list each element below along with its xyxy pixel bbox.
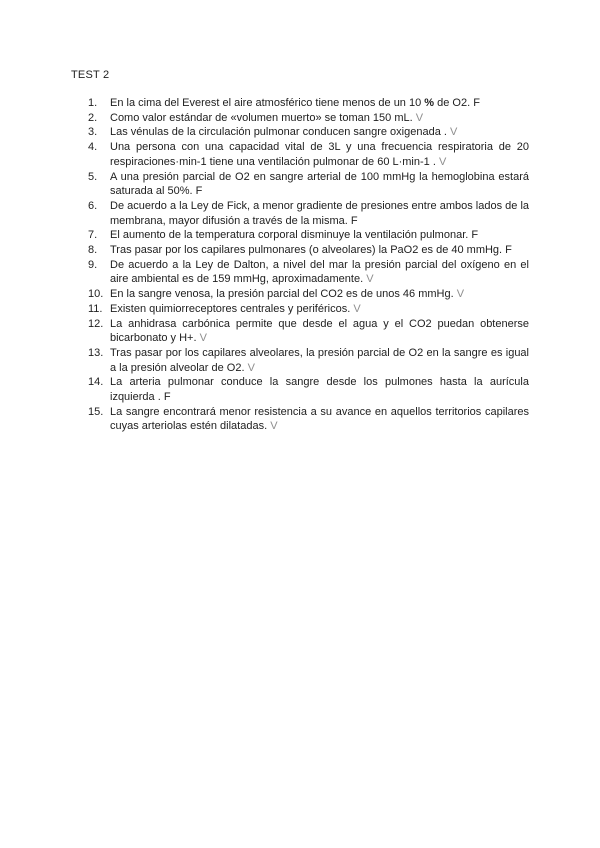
test-item xyxy=(88,317,529,346)
item-answer: V xyxy=(366,273,374,286)
item-answer: V xyxy=(270,420,278,433)
item-number: 13. xyxy=(88,346,104,359)
item-answer: F xyxy=(350,214,358,227)
test-items xyxy=(88,96,529,434)
test-item xyxy=(88,302,529,317)
item-text: La sangre encontrará menor resistencia a su avance en aquellos territorios capilares cuyas arteriolas estén dilatadas. V xyxy=(110,405,529,433)
item-answer: V xyxy=(247,361,255,374)
item-answer: F xyxy=(195,185,203,198)
item-number: 3. xyxy=(88,126,98,139)
item-number: 11. xyxy=(88,302,103,315)
item-text: Como valor estándar de «volumen muerto» se toman 150 mL. V xyxy=(110,111,424,124)
item-text: En la cima del Everest el aire atmosférico tiene menos de un 10 % de O2. F xyxy=(110,97,480,109)
item-number: 1. xyxy=(88,97,98,109)
item-answer: V xyxy=(438,155,447,168)
item-text: En la sangre venosa, la presión parcial del CO2 es de unos 46 mmHg. V xyxy=(110,288,465,301)
test-item xyxy=(88,96,529,111)
item-text: Tras pasar por los capilares pulmonares (o alveolares) la PaO2 es de 40 mmHg. F xyxy=(110,244,512,257)
item-number: 8. xyxy=(88,244,98,257)
item-text: Las vénulas de la circulación pulmonar conducen sangre oxigenada . V xyxy=(110,126,458,139)
item-answer: F xyxy=(505,244,512,257)
item-number: 12. xyxy=(88,317,104,330)
item-text: La anhidrasa carbónica permite que desde el agua y el CO2 puedan obtenerse bicarbonato y H+. V xyxy=(110,317,529,345)
item-number: 15. xyxy=(88,405,104,418)
item-number: 9. xyxy=(88,258,98,271)
item-text: Una persona con una capacidad vital de 3L y una frecuencia respiratoria de 20 respiraciones·min-1 tiene una ventilación pulmonar de 60 L·min-1 . V xyxy=(110,141,529,168)
item-answer: F xyxy=(471,229,479,242)
item-answer: V xyxy=(199,332,207,345)
test-item xyxy=(88,346,529,375)
item-text: Tras pasar por los capilares alveolares, la presión parcial de O2 en la sangre es igual a la presión alveolar de O2. V xyxy=(110,346,529,374)
item-number: 2. xyxy=(88,111,98,124)
item-text: La arteria pulmonar conduce la sangre desde los pulmones hasta la aurícula izquierda . F xyxy=(110,376,529,404)
test-item xyxy=(88,228,529,243)
item-number: 5. xyxy=(88,170,98,183)
item-answer: V xyxy=(415,111,424,124)
item-text: El aumento de la temperatura corporal disminuye la ventilación pulmonar. F xyxy=(110,229,479,242)
item-number: 14. xyxy=(88,376,104,389)
item-text: De acuerdo a la Ley de Dalton, a nivel del mar la presión parcial del oxígeno en el aire ambiental es de 159 mmHg, aproximadamente. V xyxy=(110,258,529,286)
item-text: De acuerdo a la Ley de Fick, a menor gradiente de presiones entre ambos lados de la membrana, mayor difusión a través de la misma. F xyxy=(110,199,529,227)
item-answer: F xyxy=(163,391,171,404)
page-title: TEST 2 xyxy=(71,69,110,81)
test-item xyxy=(88,111,529,126)
test-item xyxy=(88,170,529,199)
item-text: A una presión parcial de O2 en sangre arterial de 100 mmHg la hemoglobina estará saturada al 50%. F xyxy=(110,170,529,198)
item-text: Existen quimiorreceptores centrales y periféricos. V xyxy=(110,302,361,315)
test-item xyxy=(88,405,529,434)
item-answer: V xyxy=(353,302,361,315)
item-answer: V xyxy=(450,126,458,139)
item-number: 10. xyxy=(88,288,104,301)
item-number: 4. xyxy=(88,141,98,154)
test-item xyxy=(88,258,529,287)
item-answer: F xyxy=(473,97,480,109)
test-item xyxy=(88,140,529,169)
item-number: 7. xyxy=(88,229,98,242)
item-answer: V xyxy=(456,288,465,301)
test-item xyxy=(88,243,529,258)
test-item xyxy=(88,125,529,140)
item-number: 6. xyxy=(88,199,98,212)
test-item xyxy=(88,375,529,404)
test-item xyxy=(88,287,529,302)
test-item xyxy=(88,199,529,228)
